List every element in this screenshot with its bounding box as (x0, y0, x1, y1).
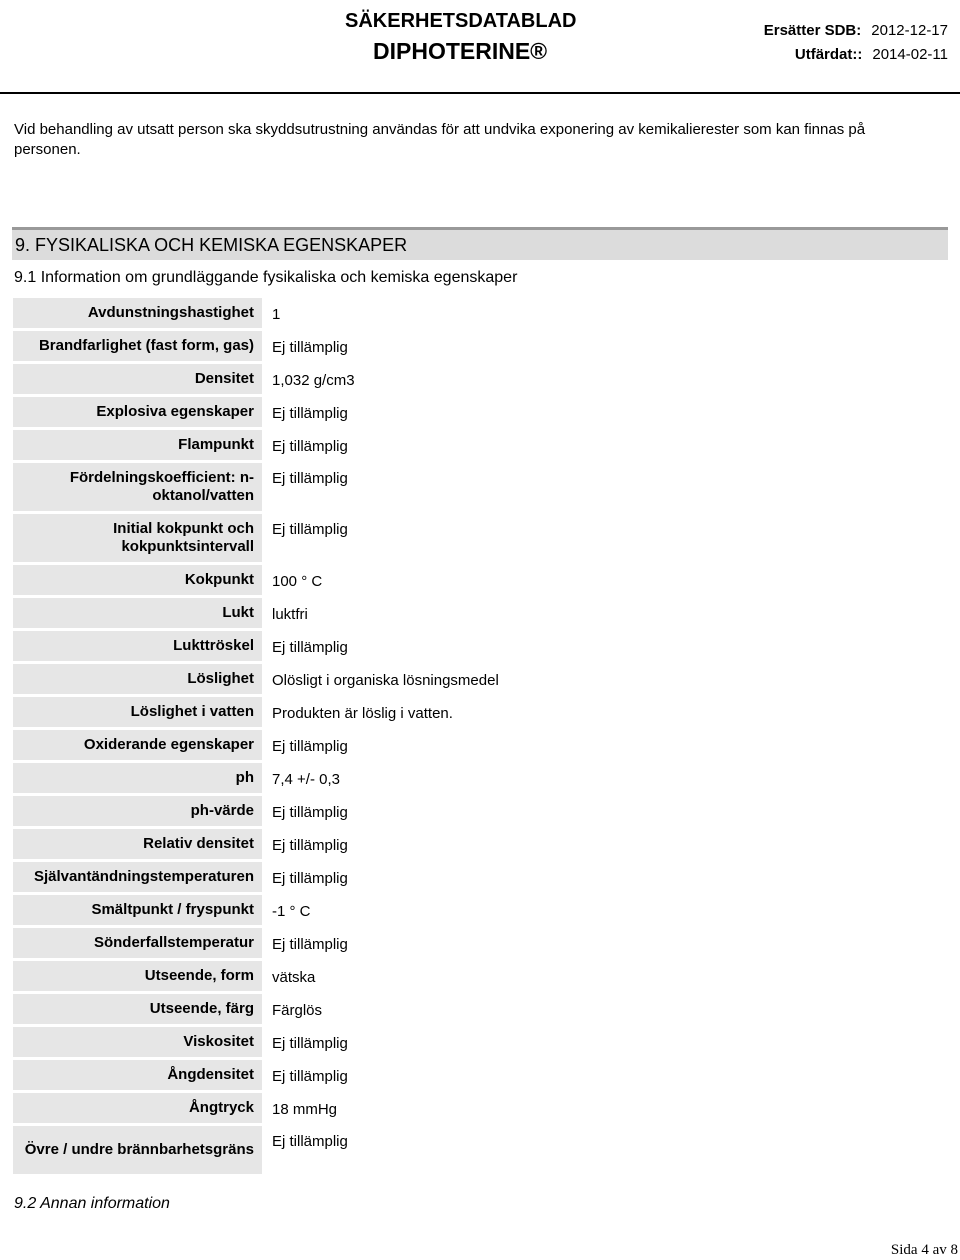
property-row (13, 1027, 499, 1057)
property-row (13, 598, 499, 628)
property-label: Ångdensitet (13, 1060, 262, 1090)
property-value: Ej tillämplig (272, 639, 348, 656)
property-value: 18 mmHg (272, 1101, 338, 1118)
property-label: ph-värde (13, 796, 262, 826)
property-label: Kokpunkt (13, 565, 262, 595)
replaces-date: 2012-12-17 (871, 22, 948, 39)
property-value: Ej tillämplig (272, 936, 348, 953)
property-row (13, 928, 499, 958)
replaces-sds (764, 22, 948, 39)
property-label: Avdunstningshastighet (13, 298, 262, 328)
property-label: Sönderfallstemperatur (13, 928, 262, 958)
property-row (13, 796, 499, 826)
property-label: Utseende, färg (13, 994, 262, 1024)
property-label: Viskositet (13, 1027, 262, 1057)
property-label: Ångtryck (13, 1093, 262, 1123)
property-row (13, 631, 499, 661)
replaces-label: Ersätter SDB: (763, 22, 862, 39)
property-label: Utseende, form (13, 961, 262, 991)
property-value: Färglös (272, 1002, 323, 1019)
property-row (13, 697, 499, 727)
property-label: Lukttröskel (13, 631, 262, 661)
property-value: Ej tillämplig (272, 405, 348, 422)
property-value: 1 (272, 306, 281, 323)
property-label: Löslighet i vatten (13, 697, 262, 727)
property-label: Explosiva egenskaper (13, 397, 262, 427)
property-row (13, 430, 499, 460)
property-label: Övre / undre brännbarhetsgräns (13, 1126, 262, 1174)
property-row (13, 397, 499, 427)
issued (795, 46, 948, 63)
property-row (13, 1060, 499, 1090)
property-label: Lukt (13, 598, 262, 628)
property-row (13, 961, 499, 991)
property-label: Brandfarlighet (fast form, gas) (13, 331, 262, 361)
issued-date: 2014-02-11 (872, 46, 948, 63)
property-row (13, 1126, 499, 1174)
header-divider (0, 92, 960, 94)
property-value: Ej tillämplig (272, 1133, 348, 1150)
section-heading-bar (12, 227, 948, 260)
property-label: Oxiderande egenskaper (13, 730, 262, 760)
property-label: ph (13, 763, 262, 793)
property-row (13, 514, 499, 562)
property-row (13, 895, 499, 925)
property-value: Ej tillämplig (272, 521, 348, 538)
product-name: DIPHOTERINE® (373, 38, 548, 64)
property-value: Produkten är löslig i vatten. (272, 705, 453, 722)
property-row (13, 298, 499, 328)
property-label: Relativ densitet (13, 829, 262, 859)
property-value: -1 ° C (272, 903, 311, 920)
property-value: Ej tillämplig (272, 339, 348, 356)
property-value: 1,032 g/cm3 (272, 372, 355, 389)
property-row (13, 463, 499, 511)
property-row (13, 664, 499, 694)
property-row (13, 1093, 499, 1123)
property-label: Självantändningstemperaturen (13, 862, 262, 892)
property-value: Ej tillämplig (272, 870, 348, 887)
document-header (0, 0, 960, 70)
property-row (13, 331, 499, 361)
property-value: luktfri (272, 606, 308, 623)
property-row (13, 730, 499, 760)
property-value: Ej tillämplig (272, 837, 348, 854)
property-value: Ej tillämplig (272, 738, 348, 755)
property-value: Ej tillämplig (272, 470, 348, 487)
page-number: Sida 4 av 8 (890, 1242, 958, 1258)
property-value: Ej tillämplig (272, 1068, 348, 1085)
property-value: vätska (272, 969, 316, 986)
property-label: Smältpunkt / fryspunkt (13, 895, 262, 925)
property-value: Ej tillämplig (272, 804, 348, 821)
property-value: 7,4 +/- 0,3 (272, 771, 340, 788)
property-row (13, 862, 499, 892)
document-title: SÄKERHETSDATABLAD (345, 10, 577, 32)
property-row (13, 763, 499, 793)
property-row (13, 829, 499, 859)
properties-table (13, 298, 499, 1177)
property-value: Ej tillämplig (272, 1035, 348, 1052)
intro-paragraph: Vid behandling av utsatt person ska skyddsutrustning användas för att undvika exponering av kemikalierester som kan finnas på personen. (14, 121, 866, 158)
property-value: 100 ° C (272, 573, 323, 590)
property-label: Initial kokpunkt och kokpunktsintervall (13, 514, 262, 562)
property-label: Densitet (13, 364, 262, 394)
subsection-9-2-title: 9.2 Annan information (14, 1195, 170, 1212)
property-label: Löslighet (13, 664, 262, 694)
property-value: Ej tillämplig (272, 438, 348, 455)
property-label: Fördelningskoefficient: n-oktanol/vatten (13, 463, 262, 511)
section-title: 9. FYSIKALISKA OCH KEMISKA EGENSKAPER (15, 235, 408, 255)
subsection-9-1-title: 9.1 Information om grundläggande fysikaliska och kemiska egenskaper (14, 269, 518, 286)
property-row (13, 565, 499, 595)
property-row (13, 364, 499, 394)
property-row (13, 994, 499, 1024)
property-value: Olösligt i organiska lösningsmedel (272, 672, 499, 689)
property-label: Flampunkt (13, 430, 262, 460)
issued-label: Utfärdat:: (794, 46, 863, 63)
